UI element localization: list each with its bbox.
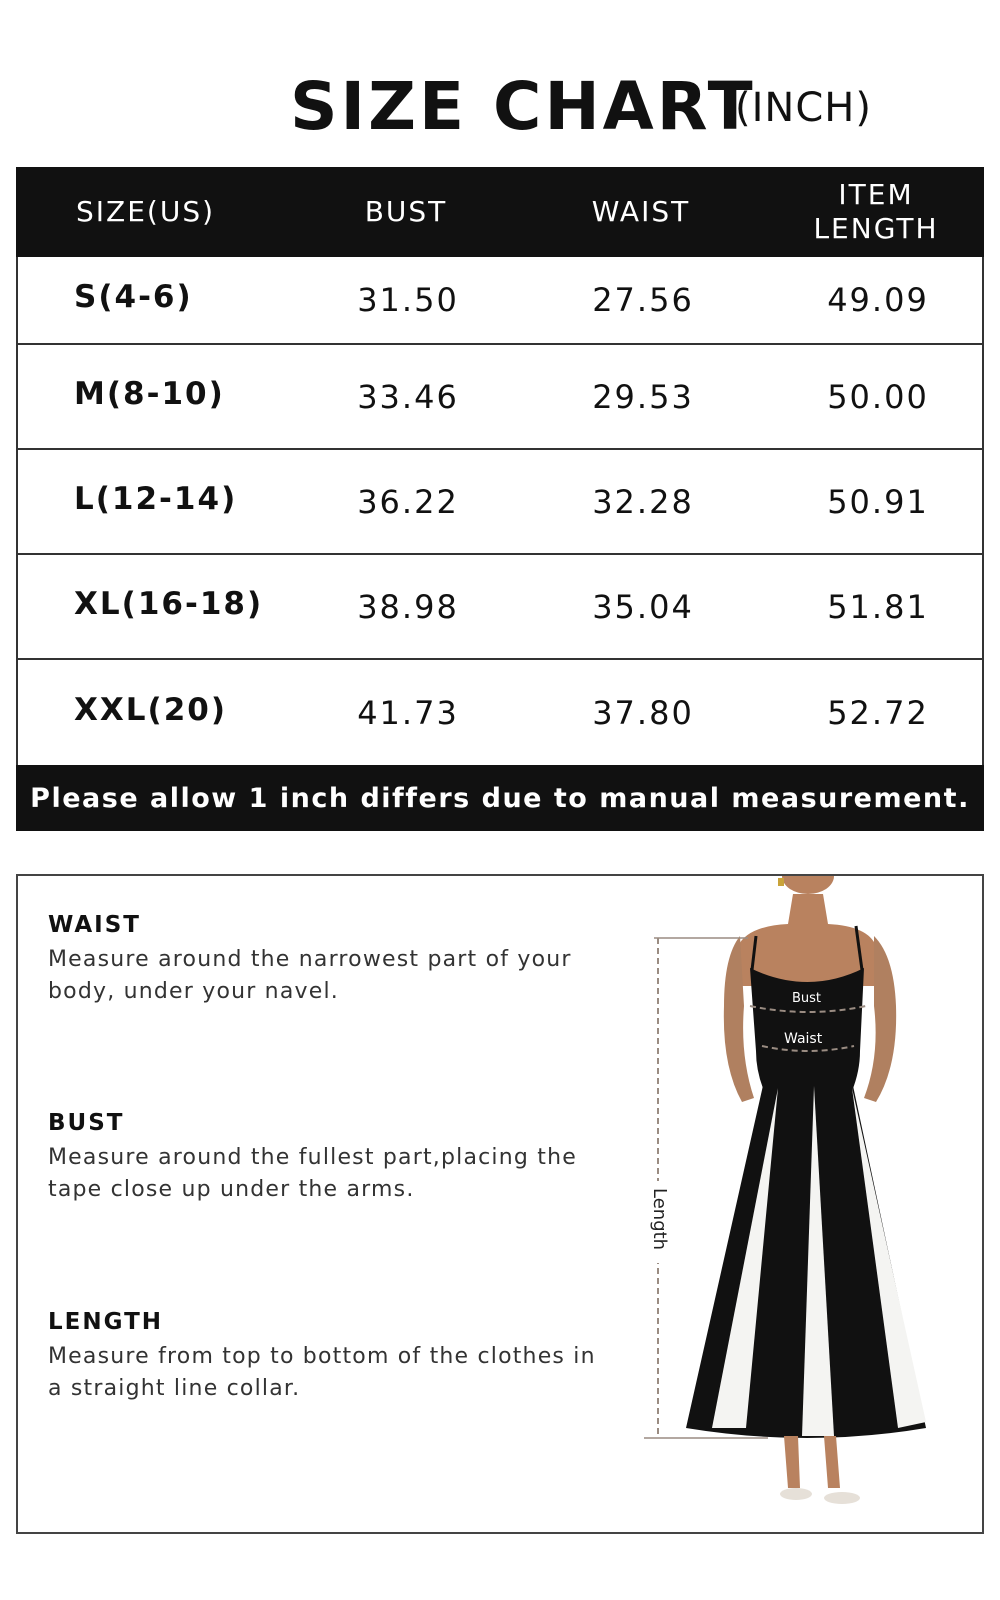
table-header [16, 167, 984, 257]
guide-heading: BUST [48, 1110, 125, 1136]
measurement-guide [16, 874, 984, 1534]
table-row [16, 345, 984, 450]
model-shoe [780, 1488, 812, 1500]
model-chin [782, 876, 834, 894]
size-cell: XL(16-18) [74, 585, 264, 622]
column-header-length-label: ITEM LENGTH [813, 178, 939, 245]
unit-label: (INCH) [735, 85, 872, 131]
size-cell: L(12-14) [74, 480, 238, 517]
guide-item-waist [48, 912, 608, 1008]
length-cell: 51.81 [827, 587, 929, 626]
guide-description: Measure from top to bottom of the clothes in a straight line collar. [48, 1344, 596, 1401]
size-table [16, 167, 984, 831]
waist-cell: 27.56 [592, 281, 694, 319]
size-cell: XXL(20) [74, 691, 228, 728]
guide-item-bust [48, 1110, 608, 1206]
dress-bodice [750, 968, 864, 1091]
length-label: Length [649, 1188, 670, 1251]
waist-cell: 35.04 [592, 587, 694, 626]
measurement-note: Please allow 1 inch differs due to manual measurement. [16, 765, 984, 831]
table-row [16, 257, 984, 345]
bust-cell: 33.46 [357, 377, 459, 416]
model-earring [778, 878, 784, 886]
guide-heading: LENGTH [48, 1309, 164, 1335]
guide-heading: WAIST [48, 912, 141, 938]
model-legs [784, 1436, 840, 1488]
length-cell: 49.09 [827, 281, 929, 319]
model-shoe [824, 1492, 860, 1504]
guide-description: Measure around the narrowest part of your body, under your navel. [48, 947, 572, 1004]
page-header [0, 70, 1000, 150]
size-cell: S(4-6) [74, 279, 193, 315]
bust-cell: 41.73 [357, 693, 459, 732]
column-header-waist: WAIST [591, 195, 691, 228]
bust-label: Bust [792, 991, 822, 1006]
column-header-length [776, 167, 976, 257]
column-header-bust: BUST [364, 195, 448, 228]
waist-label: Waist [784, 1031, 823, 1047]
bust-cell: 38.98 [357, 587, 459, 626]
table-row [16, 450, 984, 555]
waist-cell: 37.80 [592, 693, 694, 732]
dress-illustration [628, 876, 984, 1532]
table-row [16, 660, 984, 765]
bust-cell: 31.50 [357, 281, 459, 319]
bust-cell: 36.22 [357, 482, 459, 521]
length-cell: 52.72 [827, 693, 929, 732]
guide-description: Measure around the fullest part,placing the tape close up under the arms. [48, 1145, 577, 1202]
length-cell: 50.91 [827, 482, 929, 521]
page-title: SIZE CHART [290, 68, 756, 145]
dress-model-figure [628, 876, 984, 1532]
column-header-size: SIZE(US) [76, 195, 216, 228]
waist-cell: 29.53 [592, 377, 694, 416]
waist-cell: 32.28 [592, 482, 694, 521]
size-cell: M(8-10) [74, 375, 225, 412]
table-row [16, 555, 984, 660]
guide-item-length [48, 1309, 608, 1405]
length-cell: 50.00 [827, 377, 929, 416]
